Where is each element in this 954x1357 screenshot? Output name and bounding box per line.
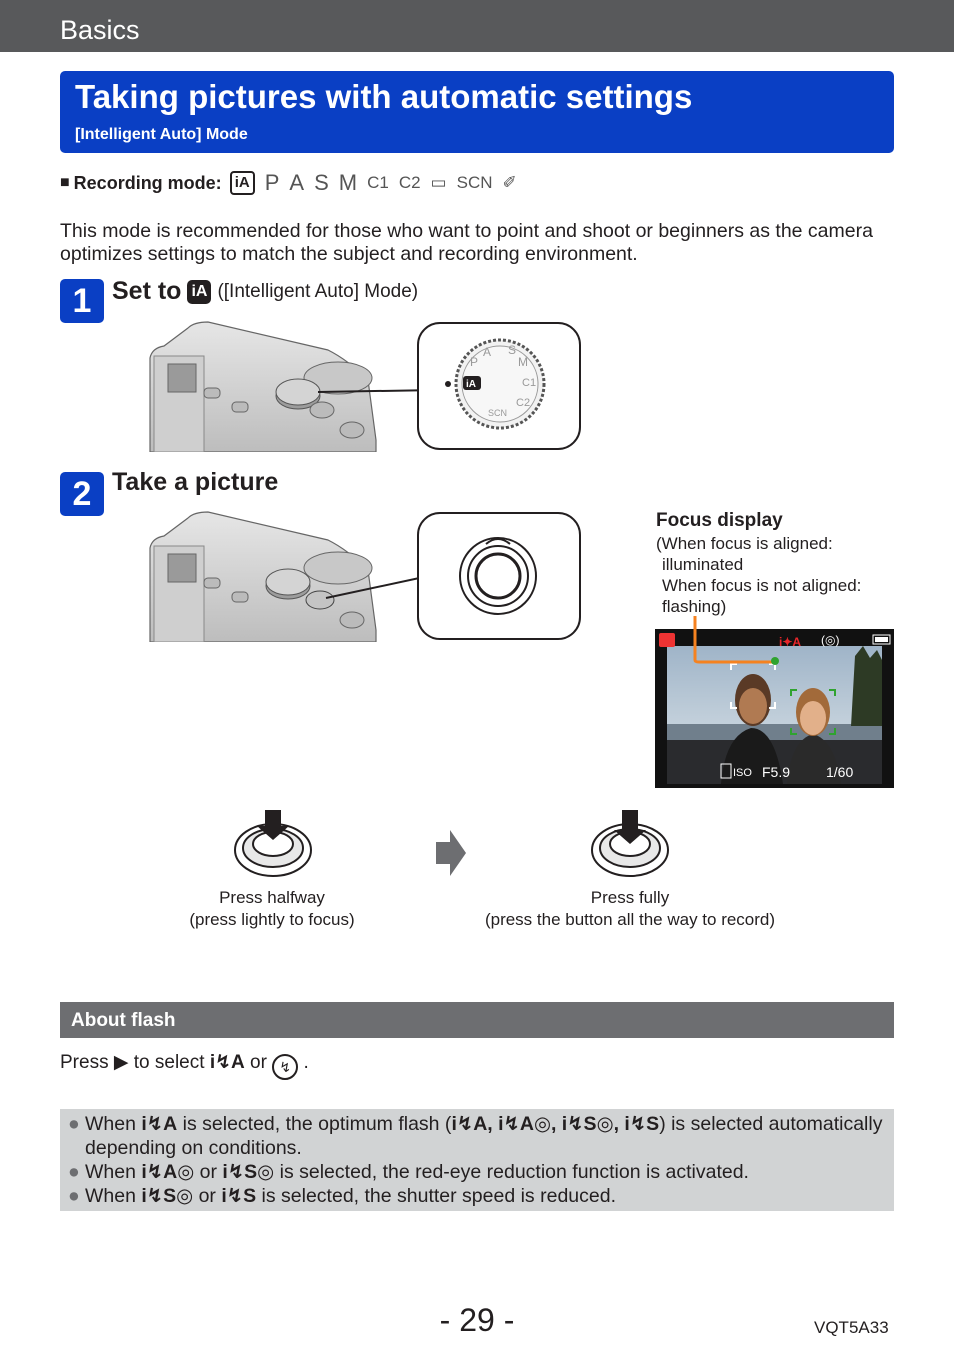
press-halfway-label: Press halfway (219, 888, 325, 907)
flash-off-icon: ↯ (272, 1054, 298, 1080)
dial-label-a: A (483, 345, 492, 359)
document-code: VQT5A33 (814, 1318, 889, 1337)
recording-mode-row (60, 170, 517, 196)
mode-panorama-icon: ▭ (430, 173, 447, 192)
note-3-prefix: When (85, 1185, 136, 1207)
camera-lcd-preview (655, 616, 895, 790)
page-title-box (60, 71, 894, 153)
flash-modes-icons: i↯A, i↯A◎, i↯S◎, i↯S (451, 1113, 660, 1135)
flash-auto-redeye-icon: i↯A◎ (141, 1161, 195, 1183)
about-flash-heading: About flash (60, 1002, 894, 1038)
step-1-badge: 1 (60, 279, 104, 323)
mode-c1-icon: C1 (367, 173, 389, 192)
bullet-icon: ● (68, 1161, 80, 1183)
flash-auto-icon: i↯A (141, 1113, 178, 1135)
note-1-mid: is selected, the optimum flash ( (182, 1113, 452, 1135)
focus-display-line-1: (When focus is aligned: (656, 534, 833, 553)
note-2-or: or (199, 1161, 217, 1183)
section-header: Basics (0, 0, 954, 52)
arrow-right-icon (436, 830, 466, 876)
press-halfway-caption (152, 887, 392, 931)
mode-creative-icon: ✐ (502, 173, 517, 192)
press-prefix: Press (60, 1052, 109, 1073)
step-2-title: Take a picture (112, 468, 279, 496)
focus-display-line-3: When focus is not aligned: (662, 576, 862, 595)
mode-p-icon: P (264, 170, 280, 195)
step-2-badge: 2 (60, 472, 104, 516)
flash-notes (60, 1109, 894, 1211)
shutter-half-press-icon (231, 810, 315, 880)
step-1-title: Set to (112, 277, 182, 305)
mode-scn-icon: SCN (456, 173, 493, 192)
dial-label-c1: C1 (522, 377, 537, 389)
dial-label-ia: iA (466, 379, 476, 390)
note-3-or: or (198, 1185, 216, 1207)
note-2-prefix: When (85, 1161, 136, 1183)
intelligent-auto-icon: iA (187, 280, 211, 304)
press-end: . (303, 1052, 309, 1073)
focus-display-title: Focus display (656, 510, 783, 531)
note-2-end: is selected, the red-eye reduction function is activated. (279, 1161, 749, 1183)
lcd-shutter-speed: 1/60 (826, 764, 854, 780)
flash-slow-sync-icon: i↯S (221, 1185, 257, 1207)
mode-c2-icon: C2 (398, 173, 421, 192)
recording-mode-label: Recording mode: (73, 172, 222, 193)
focus-display-description (656, 533, 896, 617)
about-flash-instruction (60, 1050, 309, 1080)
mode-a-icon: A (289, 170, 305, 195)
svg-text:(◎): (◎) (821, 633, 840, 647)
focus-display-line-2: illuminated (662, 555, 744, 574)
dial-label-c2: C2 (516, 397, 531, 409)
press-halfway-detail: (press lightly to focus) (189, 910, 355, 929)
step-1-subtitle: ([Intelligent Auto] Mode) (217, 280, 419, 302)
focus-display-line-4: flashing) (662, 597, 727, 616)
note-1-prefix: When (85, 1113, 136, 1135)
dial-label-s: S (508, 343, 517, 357)
note-1-line-2: depending on conditions. (85, 1137, 302, 1159)
flash-slow-redeye-icon: i↯S◎ (141, 1185, 194, 1207)
note-3-end: is selected, the shutter speed is reduced. (261, 1185, 616, 1207)
step-1-title-row (112, 277, 418, 306)
mode-s-icon: S (314, 170, 329, 195)
intro-text: This mode is recommended for those who want to point and shoot or beginners as the camera optimizes settings to match the subject and recording environment. (60, 220, 873, 265)
press-fully-label: Press fully (590, 888, 670, 907)
shutter-full-press-icon (588, 810, 672, 880)
camera-mode-dial-illustration (148, 320, 588, 452)
lcd-aperture: F5.9 (762, 764, 791, 780)
mode-m-icon: M (338, 170, 358, 195)
recording-mode-icons (230, 170, 517, 196)
flash-note-1 (68, 1112, 894, 1160)
bullet-icon: ● (68, 1185, 80, 1207)
press-fully-caption (460, 887, 800, 931)
flash-slow-redeye-icon: i↯S◎ (222, 1161, 275, 1183)
dial-label-scn: SCN (488, 408, 508, 418)
bullet-icon: ● (68, 1113, 80, 1135)
right-arrow-button-icon: ▶ (113, 1052, 129, 1073)
svg-text:i✦A: i✦A (779, 635, 802, 649)
mode-ia-icon: iA (230, 171, 255, 195)
press-fully-detail: (press the button all the way to record) (484, 910, 776, 929)
flash-auto-icon: i↯A (209, 1052, 245, 1073)
note-1-end: ) is selected automatically (659, 1113, 883, 1135)
flash-note-2 (68, 1160, 894, 1184)
press-or: or (250, 1052, 267, 1073)
press-mid: to select (133, 1052, 205, 1073)
lcd-iso: ISO (733, 767, 752, 779)
page-title: Taking pictures with automatic settings (75, 78, 693, 115)
flash-note-3 (68, 1184, 894, 1208)
page-subtitle: [Intelligent Auto] Mode (75, 126, 248, 143)
dial-label-p: P (470, 355, 479, 369)
square-bullet-icon: ■ (60, 174, 70, 191)
page-number: - 29 - (439, 1302, 515, 1338)
dial-label-m: M (518, 355, 528, 369)
camera-shutter-illustration (148, 510, 588, 642)
